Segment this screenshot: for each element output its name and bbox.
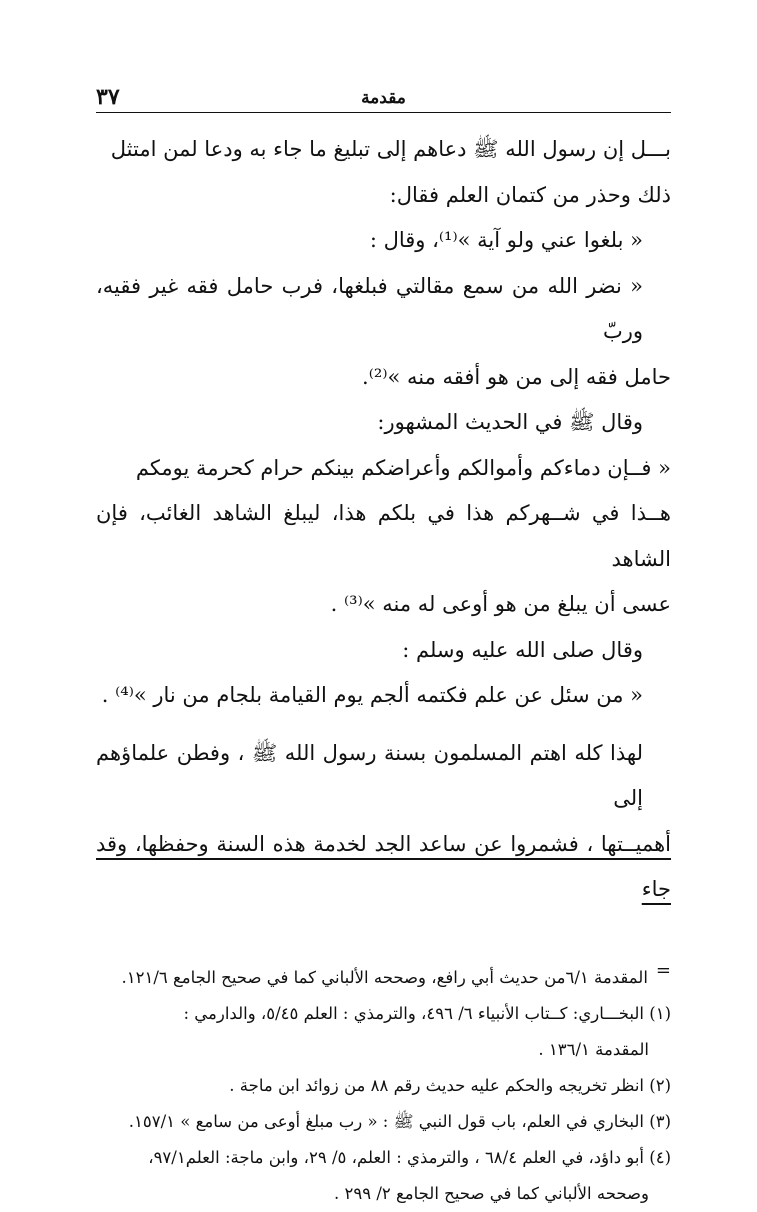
footnote-1-line-2: المقدمة ١٣٦/١ . xyxy=(538,1039,649,1059)
footnote-continuation xyxy=(96,960,671,996)
footnotes xyxy=(96,960,671,1212)
text-line-13: أهميــتها ، فشمروا عن ساعد الجد لخدمة هذه السنة وحفظها، وقد جاء xyxy=(96,831,671,901)
hadith-quote-1: « بلغوا عني ولو آية »⁽¹⁾، وقال : xyxy=(369,228,643,252)
hadith-quote-2-line-1: « نضر الله من سمع مقالتي فبلغها، فرب حامل فقه غير فقيه، وربّ xyxy=(96,273,643,343)
page-header xyxy=(96,82,671,112)
text-line-2: ذلك وحذر من كتمان العلم فقال: xyxy=(389,182,671,207)
text-line-12: لهذا كله اهتم المسلمون بسنة رسول الله ﷺ ، وفطن علماؤهم إلى xyxy=(96,740,643,810)
document-page xyxy=(96,82,671,1212)
hadith-quote-2-line-2: حامل فقه إلى من هو أفقه منه »⁽²⁾. xyxy=(362,364,671,389)
footnote-4-line-1: (٤) أبو داؤد، في العلم ٦٨/٤ ، والترمذي : العلم، ٥/ ٢٩، وابن ماجة: العلم٩٧/١، xyxy=(148,1147,671,1167)
text-line-6: وقال ﷺ في الحديث المشهور: xyxy=(377,410,643,434)
hadith-quote-3-line-1: « فــإن دماءكم وأموالكم وأعراضكم بينكم حرام كحرمة يومكم xyxy=(135,455,671,480)
hadith-quote-3-line-3: عسى أن يبلغ من هو أوعى له منه »⁽³⁾ . xyxy=(330,592,671,616)
footnote-continuation-text: المقدمة ٦/١من حديث أبي رافع، وصححه الألباني كما في صحيح الجامع ١٢١/٦. xyxy=(121,967,648,987)
page-number: ٣٧ xyxy=(96,84,120,110)
footnote-2: (٢) انظر تخريجه والحكم عليه حديث رقم ٨٨ من زوائد ابن ماجة . xyxy=(229,1075,671,1095)
main-text xyxy=(96,127,671,913)
text-line-10: وقال صلى الله عليه وسلم : xyxy=(402,637,643,662)
hadith-quote-4: « من سئل عن علم فكتمه ألجم يوم القيامة بلجام من نار »⁽⁴⁾ . xyxy=(101,683,643,707)
hadith-quote-3-line-2: هــذا في شــهركم هذا في بلكم هذا، ليبلغ الشاهد الغائب، فإن الشاهد xyxy=(96,501,671,571)
text-line-1: بـــل إن رسول الله ﷺ دعاهم إلى تبليغ ما جاء به ودعا لمن امتثل xyxy=(110,137,671,161)
continuation-mark: = xyxy=(655,959,671,981)
footnote-3: (٣) البخاري في العلم، باب قول النبي ﷺ : « رب مبلغ أوعى من سامع » ١٥٧/١. xyxy=(128,1111,671,1131)
running-title: مقدمة xyxy=(361,88,406,108)
footnote-4-line-2: وصححه الألباني كما في صحيح الجامع ٢/ ٢٩٩ . xyxy=(333,1183,649,1203)
header-rule xyxy=(96,112,671,113)
footnote-1-line-1: (١) البخـــاري: كــتاب الأنبياء ٦/ ٤٩٦، والترمذي : العلم ٥/٤٥، والدارمي : xyxy=(183,1003,671,1023)
